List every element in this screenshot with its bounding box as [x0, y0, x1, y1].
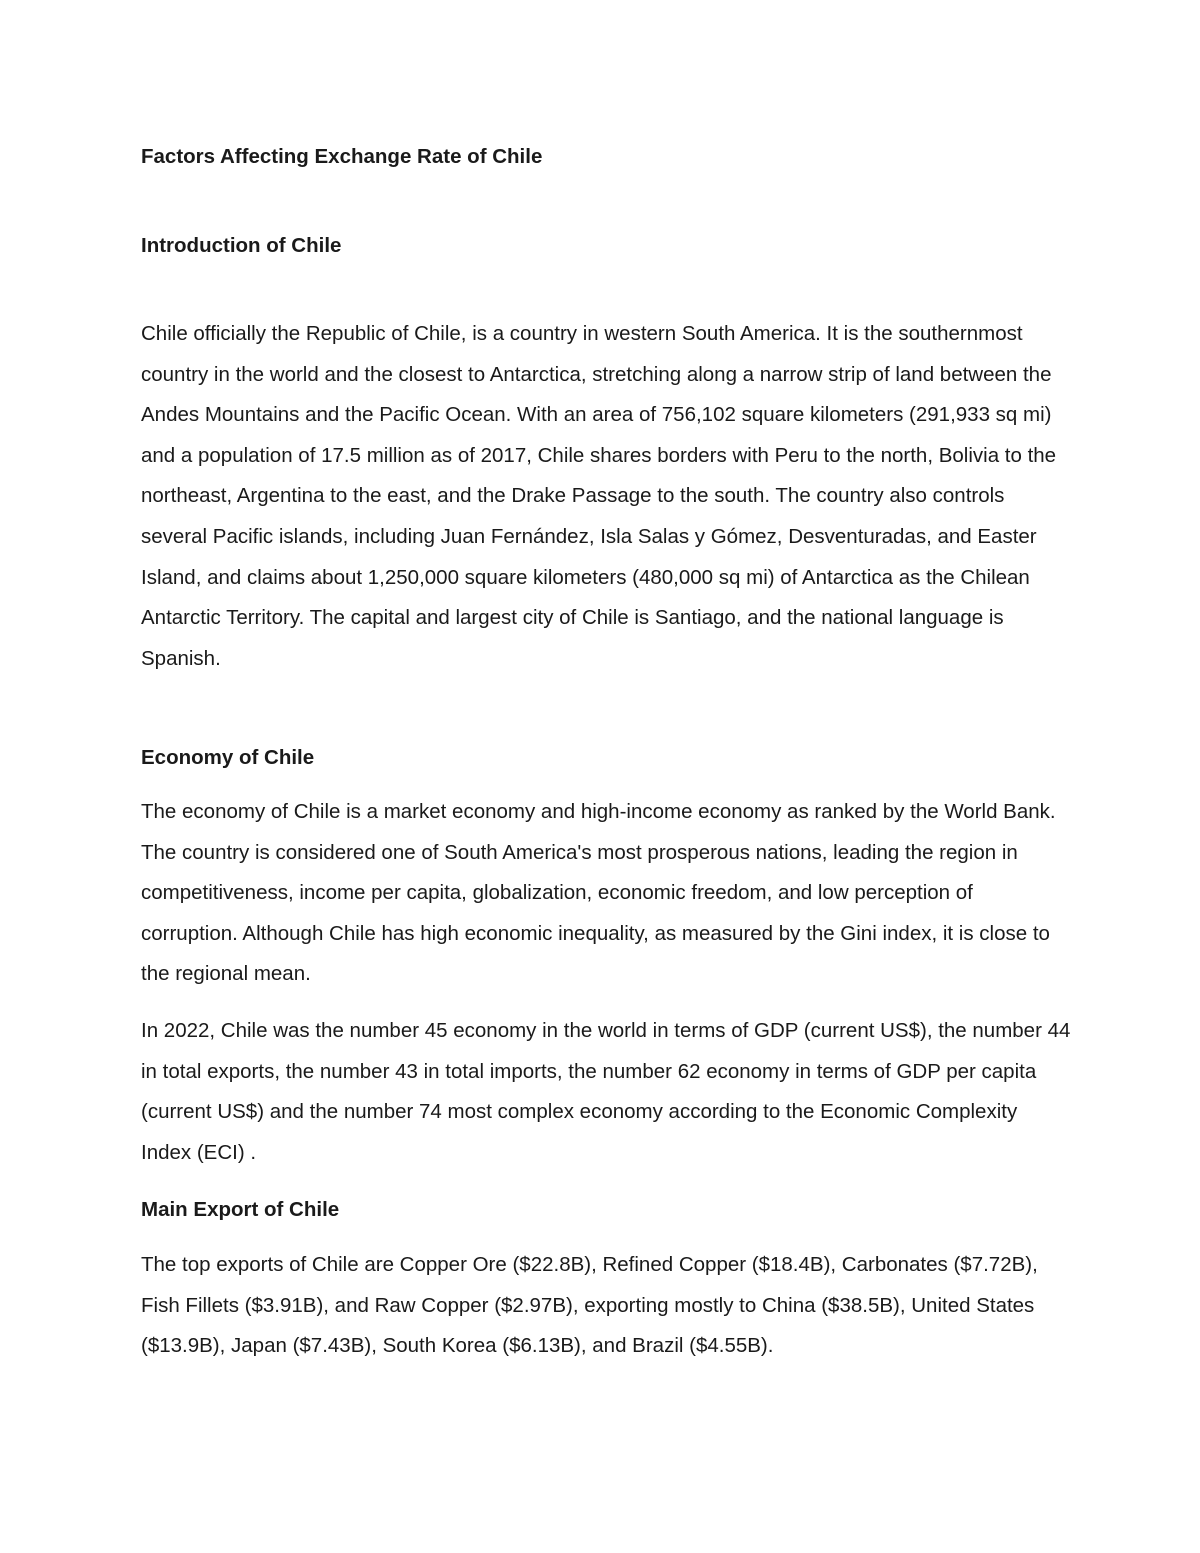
section-heading-introduction: Introduction of Chile [141, 234, 342, 257]
section-heading-main-export: Main Export of Chile [141, 1198, 340, 1221]
main-export-paragraph: The top exports of Chile are Copper Ore ($22.8B), Refined Copper ($18.4B), Carbonates ($7.72B), Fish Fillets ($3.91B), and Raw Copper ($2.97B), exporting mostly to China ($38.5B), United States ($13.9B), Japan ($7.43B), South Korea ($6.13B), and Brazil ($4.55B). [141, 1253, 1038, 1358]
section-heading-economy: Economy of Chile [141, 746, 315, 769]
document-title: Factors Affecting Exchange Rate of Chile [141, 145, 543, 168]
introduction-paragraph: Chile officially the Republic of Chile, is a country in western South America. It is the southernmost country in the world and the closest to Antarctica, stretching along a narrow strip of land between the Andes Mountains and the Pacific Ocean. With an area of 756,102 square kilometers (291,933 sq mi) and a population of 17.5 million as of 2017, Chile shares borders with Peru to the north, Bolivia to the northeast, Argentina to the east, and the Drake Passage to the south. The country also controls several Pacific islands, including Juan Fernández, Isla Salas y Gómez, Desventuradas, and Easter Island, and claims about 1,250,000 square kilometers (480,000 sq mi) of Antarctica as the Chilean Antarctic Territory. The capital and largest city of Chile is Santiago, and the national language is Spanish. [141, 322, 1057, 670]
economy-paragraph-2: In 2022, Chile was the number 45 economy in the world in terms of GDP (current US$), the number 44 in total exports, the number 43 in total imports, the number 62 economy in terms of GDP per capita (current US$) and the number 74 most complex economy according to the Economic Complexity Index (ECI) . [141, 1019, 1071, 1164]
economy-paragraph-1: The economy of Chile is a market economy and high-income economy as ranked by the World Bank. The country is considered one of South America's most prosperous nations, leading the region in competitiveness, income per capita, globalization, economic freedom, and low perception of corruption. Although Chile has high economic inequality, as measured by the Gini index, it is close to the regional mean. [141, 800, 1056, 986]
